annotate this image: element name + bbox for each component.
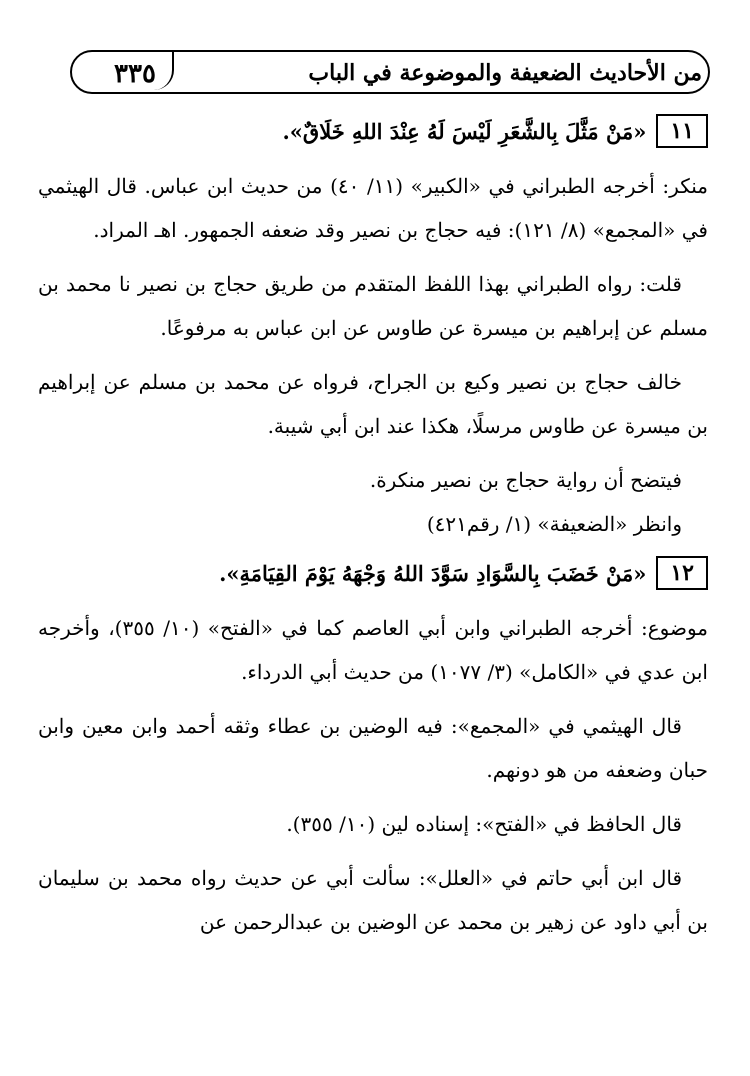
hadith-number: ١١ xyxy=(656,114,708,148)
page-title: من الأحاديث الضعيفة والموضوعة في الباب xyxy=(308,60,702,86)
paragraph: قال ابن أبي حاتم في «العلل»: سألت أبي عن حديث رواه محمد بن سليمان بن أبي داود عن زهير بن محمد عن الوضين بن عبدالرحمن عن xyxy=(38,866,708,934)
page-number: ٣٣٥ xyxy=(114,59,156,89)
paragraph: قال الحافظ في «الفتح»: إسناده لين (١٠/ ٣٥٥). xyxy=(286,812,682,836)
hadith-text: «مَنْ مَثَّلَ بِالشَّعَرِ لَيْسَ لَهُ عِنْدَ اللهِ خَلَاقٌ». xyxy=(282,118,647,144)
hadith-text: «مَنْ خَضَبَ بِالسَّوَادِ سَوَّدَ اللهُ وَجْهَهُ يَوْمَ القِيَامَةِ». xyxy=(219,560,647,586)
hadith-number: ١٢ xyxy=(656,556,708,590)
paragraph: خالف حجاج بن نصير وكيع بن الجراح، فرواه عن محمد بن مسلم عن إبراهيم بن ميسرة عن طاوس مرسلًا، هكذا عند ابن أبي شيبة. xyxy=(38,370,708,438)
paragraph: منكر: أخرجه الطبراني في «الكبير» (١١/ ٤٠) من حديث ابن عباس. قال الهيثمي في «المجمع» (٨/ ١٢١): فيه حجاج بن نصير وقد ضعفه الجمهور. اهـ المراد. xyxy=(38,174,708,242)
paragraph: قال الهيثمي في «المجمع»: فيه الوضين بن عطاء وثقه أحمد وابن معين وابن حبان وضعفه من هو دونهم. xyxy=(38,714,708,782)
hadith-heading xyxy=(38,114,708,148)
paragraph: فيتضح أن رواية حجاج بن نصير منكرة. xyxy=(369,468,682,492)
paragraph: قلت: رواه الطبراني بهذا اللفظ المتقدم من طريق حجاج بن نصير نا محمد بن مسلم عن إبراهيم بن ميسرة عن طاوس عن ابن عباس به مرفوعًا. xyxy=(38,272,708,340)
page-body xyxy=(38,108,708,954)
hadith-heading xyxy=(38,556,708,590)
paragraph: موضوع: أخرجه الطبراني وابن أبي العاصم كما في «الفتح» (١٠/ ٣٥٥)، وأخرجه ابن عدي في «الكامل» (٣/ ١٠٧٧) من حديث أبي الدرداء. xyxy=(38,616,708,684)
paragraph: وانظر «الضعيفة» (١/ رقم٤٢١) xyxy=(426,512,682,536)
